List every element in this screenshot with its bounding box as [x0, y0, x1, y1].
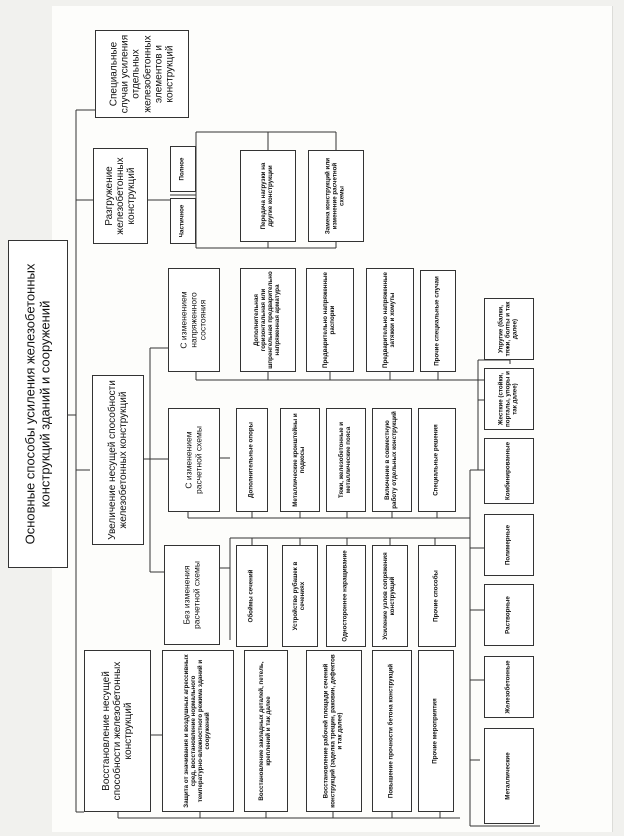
- unload-label: Разгружение железобетонных конструкций: [103, 157, 138, 235]
- scheme-item-2-label: Металлические кронштейны и подкосы: [292, 413, 306, 507]
- without-item-5: [418, 545, 456, 647]
- stress-item-3-label: Предварительно напряженные затяжки и хомуты: [382, 272, 396, 368]
- scheme-item-5-label: Специальные решения: [432, 424, 440, 496]
- type-combined-label: Комбинированные: [504, 441, 512, 501]
- type-rigid-label: Жесткие (стойки, порталы, упоры и так далее): [497, 371, 519, 427]
- type-concrete-label: Железобетонные: [504, 660, 512, 714]
- scheme-change-box: [168, 408, 220, 512]
- type-mortar: [484, 584, 534, 646]
- title-text: Основные способы усиления железобетонных конструкций зданий и сооружений: [22, 263, 52, 545]
- restore-item-1: [162, 650, 234, 812]
- unload-item-transfer: [240, 150, 296, 242]
- scheme-item-3-label: Тяжи, железобетонные и металлические пояса: [338, 421, 352, 499]
- scheme-item-4: [372, 408, 412, 512]
- scheme-item-1: [236, 408, 268, 512]
- type-metal: [484, 728, 534, 824]
- restore-item-5: [418, 650, 454, 812]
- type-mortar-label: Растворные: [504, 596, 512, 634]
- scheme-item-4-label: Включение в совместную работу отдельных конструкций: [384, 411, 398, 509]
- stress-item-1: [240, 268, 296, 372]
- without-item-1: [236, 545, 268, 647]
- without-item-4-label: Усиление узлов сопряжения конструкций: [382, 552, 396, 640]
- special-cases-label: Специальные случаи усиления отдельных железобетонных элементов и конструкций: [108, 34, 176, 114]
- stress-item-2-label: Предварительно напряженные распорки: [322, 272, 336, 368]
- scheme-item-5: [418, 408, 456, 512]
- restore-item-2-label: Восстановление закладных деталей, петель, креплений и так далее: [258, 661, 272, 801]
- restore-label: Восстановление несущей способности железобетонных конструкций: [100, 661, 135, 801]
- stress-item-1-label: Дополнительная горизонтальная или шпренгельная предварительно напряженная арматура: [253, 271, 281, 369]
- type-polymer: [484, 514, 534, 576]
- scheme-change-label: С изменением расчетной схемы: [183, 426, 203, 494]
- without-item-4: [372, 545, 408, 647]
- without-item-1-label: Обоймы сечений: [247, 569, 255, 623]
- scheme-item-1-label: Дополнительные опоры: [247, 422, 255, 498]
- unload-partial-box: [170, 198, 196, 244]
- type-rigid: [484, 368, 534, 430]
- special-cases-box: [95, 30, 189, 118]
- unload-full-label: Полное: [178, 157, 186, 181]
- increase-label: Увеличение несущей способности железобетонных конструкций: [106, 380, 129, 540]
- without-item-2-label: Устройство рубашек в сечениях: [292, 561, 306, 631]
- type-elastic: [484, 298, 534, 360]
- type-combined: [484, 438, 534, 504]
- unload-item-replace-label: Замена конструкций или изменение расчетной схемы: [324, 157, 346, 235]
- restore-item-4: [372, 650, 412, 812]
- without-change-label: Без изменения расчетной схемы: [181, 561, 201, 629]
- scheme-item-3: [326, 408, 366, 512]
- scheme-item-2: [280, 408, 320, 512]
- increase-box: [92, 375, 144, 545]
- unload-full-box: [170, 146, 196, 192]
- without-item-2: [282, 545, 318, 647]
- without-item-5-label: Прочие способы: [432, 570, 440, 622]
- stress-item-3: [366, 268, 414, 372]
- type-metal-label: Металлические: [504, 752, 512, 800]
- unload-box: [93, 148, 148, 244]
- restore-item-3-label: Восстановление рабочей площади сечений конструкций (заделка трещин, раковин, дефектов и так далее): [322, 654, 344, 808]
- stress-item-2: [306, 268, 354, 372]
- unload-item-replace: [308, 150, 364, 242]
- unload-item-transfer-label: Передача нагрузки на другие конструкции: [260, 162, 274, 230]
- restore-item-5-label: Прочие мероприятия: [431, 698, 439, 764]
- without-item-3-label: Одностороннее наращивание: [341, 550, 349, 642]
- unload-partial-label: Частичное: [178, 204, 186, 238]
- stress-change-label: С изменением напряженного состояния: [178, 291, 208, 349]
- restore-item-1-label: Защита от значивания и воздушных агрессивных сред, восстановление нормального температурно-влажностного режима зданий и сооружений: [183, 654, 211, 808]
- without-change-box: [164, 545, 220, 645]
- stress-item-4-label: Прочие специальные случаи: [433, 276, 441, 366]
- restore-item-4-label: Повышение прочности бетона конструкций: [387, 663, 395, 799]
- type-polymer-label: Полимерные: [504, 524, 512, 566]
- type-concrete: [484, 656, 534, 718]
- restore-item-3: [306, 650, 362, 812]
- restore-box: [84, 650, 151, 812]
- restore-item-2: [244, 650, 288, 812]
- title-box: [8, 240, 68, 568]
- type-elastic-label: Упругие (балки, тяжи, болты и так далее): [497, 301, 519, 357]
- without-item-3: [326, 545, 366, 647]
- stress-item-4: [420, 270, 456, 372]
- stress-change-box: [168, 268, 220, 372]
